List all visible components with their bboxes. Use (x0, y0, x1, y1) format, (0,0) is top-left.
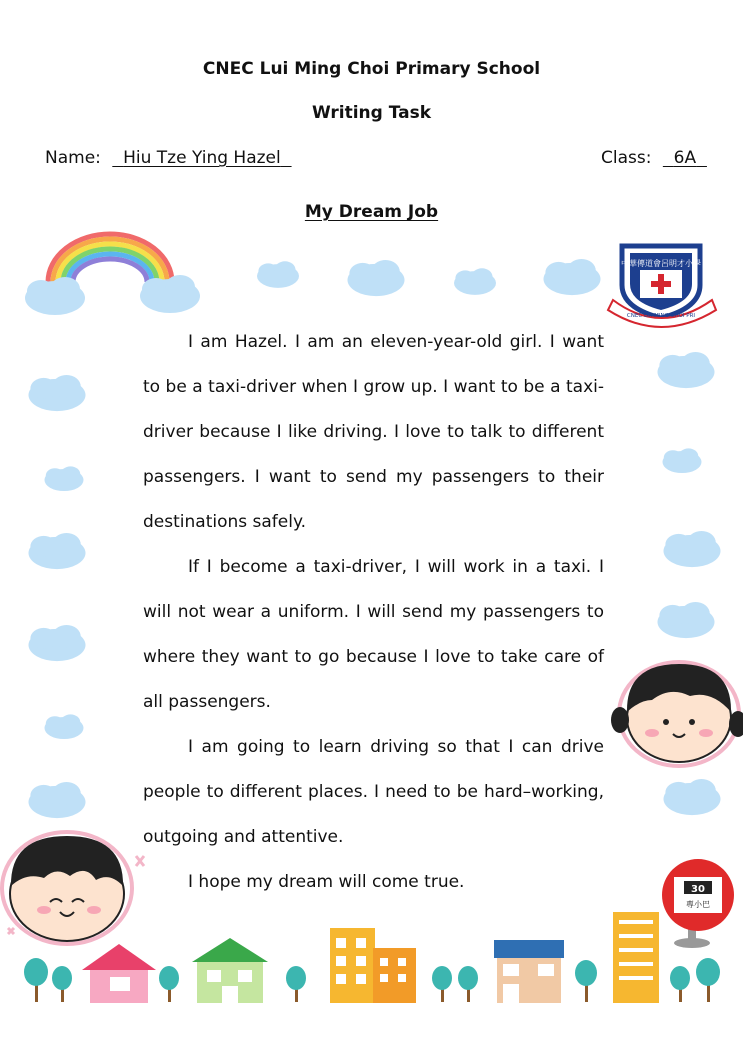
class-label: Class: (601, 148, 652, 168)
cloud-icon (663, 448, 702, 473)
rainbow-icon (48, 234, 172, 282)
tree-icon (670, 966, 690, 1002)
tree-icon (458, 966, 478, 1002)
cloud-icon (140, 275, 200, 313)
bus-sign-text: 專小巴 (686, 900, 710, 909)
tall-building-icon (613, 912, 659, 1003)
essay-title: My Dream Job (304, 202, 439, 222)
cloud-icon (658, 352, 715, 388)
cloud-icon (28, 625, 85, 661)
essay-paragraph: If I become a taxi-driver, I will work in a taxi. I will not wear a uniform. I will send my passengers to where they want to go because I love to take care of all passengers. (143, 557, 604, 712)
boy-face-icon (2, 832, 144, 944)
essay-paragraph: I hope my dream will come true. (188, 872, 465, 892)
essay-paragraph: I am going to learn driving so that I can drive people to different places. I need to be hard–working, outgoing and attentive. (143, 737, 604, 847)
cloud-icon (28, 375, 85, 411)
cloud-icon (25, 277, 85, 315)
essay-paragraph: I am Hazel. I am an eleven-year-old girl. I want to be a taxi-driver when I grow up. I want to be a taxi-driver because I like driving. I love to talk to different passengers. I want to send my passengers to their destinations safely. (143, 332, 604, 532)
tree-icon (575, 960, 597, 1002)
class-value: 6A (673, 148, 697, 168)
pink-house-icon (82, 944, 156, 1003)
cloud-icon (664, 779, 721, 815)
bus-route-number: 30 (691, 884, 705, 895)
cloud-icon (348, 260, 405, 296)
cloud-icon (28, 782, 85, 818)
cloud-icon (28, 533, 85, 569)
essay-body (143, 320, 604, 905)
cloud-icon (664, 531, 721, 567)
cloud-icon (658, 602, 715, 638)
cloud-icon (454, 268, 496, 295)
cloud-icon (544, 259, 601, 295)
girl-face-icon (611, 662, 743, 766)
yellow-building-icon (330, 928, 416, 1003)
cloud-icon (257, 261, 299, 288)
name-label: Name: (45, 148, 101, 168)
school-name: CNEC Lui Ming Choi Primary School (202, 59, 541, 79)
shop-building-icon (494, 940, 564, 1003)
tree-icon (24, 958, 48, 1002)
tree-icon (52, 966, 72, 1002)
green-house-icon (192, 938, 268, 1003)
tree-icon (432, 966, 452, 1002)
cloud-icon (45, 466, 84, 491)
tree-icon (286, 966, 306, 1002)
logo-chinese-text: 中華傳道會呂明才小學 (621, 259, 701, 268)
cloud-icon (45, 714, 84, 739)
logo-english-text: CNEC LUI MING CHOI PRI (626, 313, 696, 319)
name-value: Hiu Tze Ying Hazel (123, 148, 281, 168)
tree-icon (696, 958, 720, 1002)
task-title: Writing Task (311, 103, 432, 123)
tree-icon (159, 966, 179, 1002)
